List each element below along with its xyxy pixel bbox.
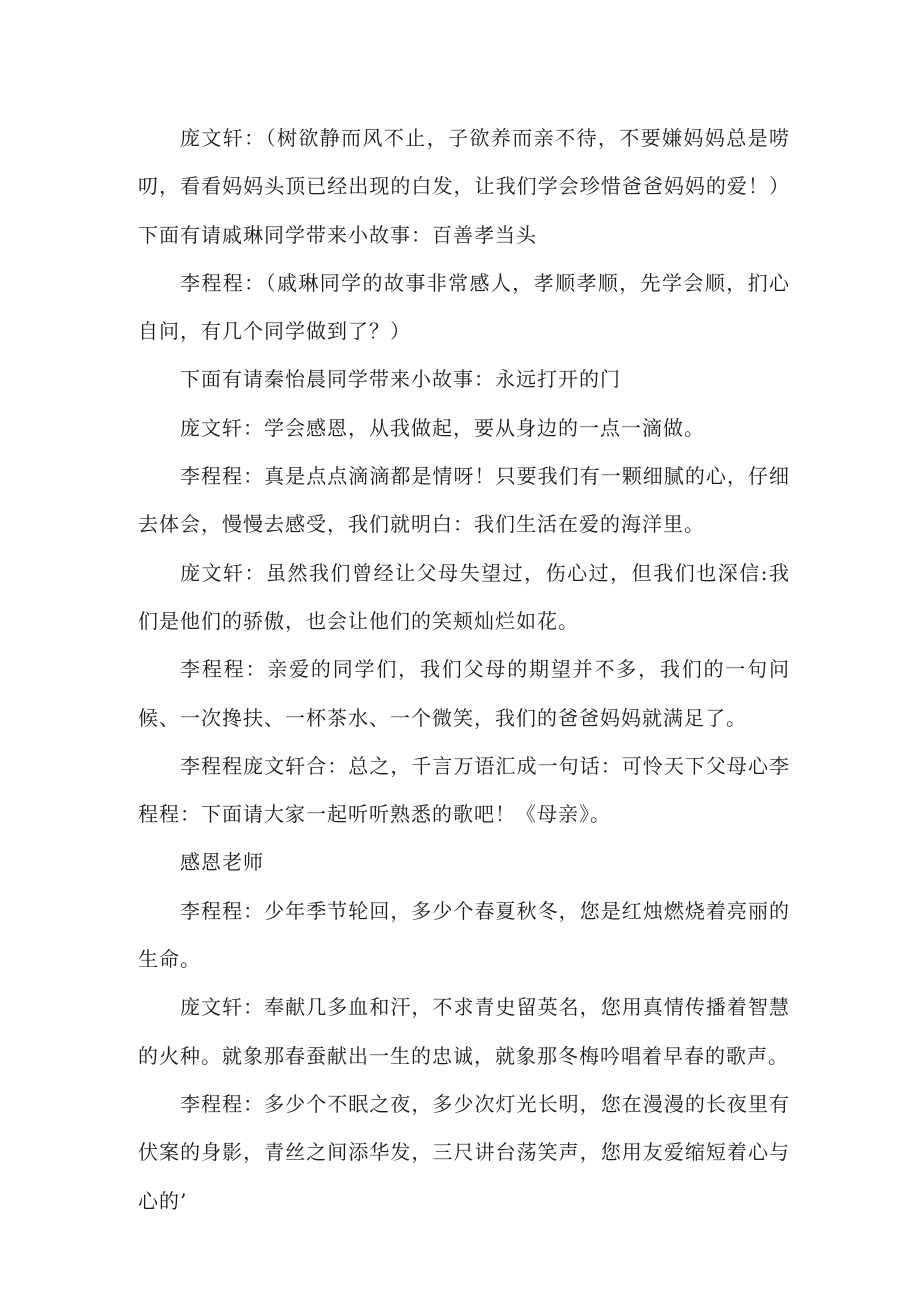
paragraph: 李程程：真是点点滴滴都是情呀！只要我们有一颗细腻的心，仔细去体会，慢慢去感受，我们就明白：我们生活在爱的海洋里。 (138, 464, 790, 537)
paragraph: 李程程：少年季节轮回，多少个春夏秋冬，您是红烛燃烧着亮丽的生命。 (138, 898, 790, 972)
document-body (138, 114, 790, 1225)
paragraph: 庞文轩：虽然我们曾经让父母失望过，伤心过，但我们也深信:我们是他们的骄傲，也会让他们的笑颊灿烂如花。 (138, 560, 790, 633)
paragraph: 李程程：亲爱的同学们，我们父母的期望并不多，我们的一句问候、一次搀扶、一杯茶水、一个微笑，我们的爸爸妈妈就满足了。 (138, 657, 790, 730)
paragraph: 李程程庞文轩合：总之，千言万语汇成一句话：可怜天下父母心李程程：下面请大家一起听听熟悉的歌吧！《母亲》。 (138, 753, 790, 827)
section-heading: 感恩老师 (180, 850, 264, 875)
paragraph: 庞文轩：奉献几多血和汗，不求青史留英名，您用真情传播着智慧的火种。就象那春蚕献出一生的忠诚，就象那冬梅吟唱着早春的歌声。 (138, 995, 790, 1068)
paragraph: 下面有请秦怡晨同学带来小故事：永远打开的门 (180, 367, 621, 392)
paragraph: 李程程：（戚琳同学的故事非常感人，孝顺孝顺，先学会顺，扪心自问，有几个同学做到了？） (138, 270, 790, 344)
paragraph: 庞文轩：学会感恩，从我做起，要从身边的一点一滴做。 (180, 415, 705, 440)
paragraph: 李程程：多少个不眠之夜，多少次灯光长明，您在漫漫的长夜里有伏案的身影，青丝之间添华发，三尺讲台荡笑声，您用友爱缩短着心与心的’ (138, 1091, 790, 1213)
paragraph: 庞文轩：（树欲静而风不止，子欲养而亲不待，不要嫌妈妈总是唠叨，看看妈妈头顶已经出现的白发，让我们学会珍惜爸爸妈妈的爱！）下面有请戚琳同学带来小故事：百善孝当头 (138, 126, 790, 247)
